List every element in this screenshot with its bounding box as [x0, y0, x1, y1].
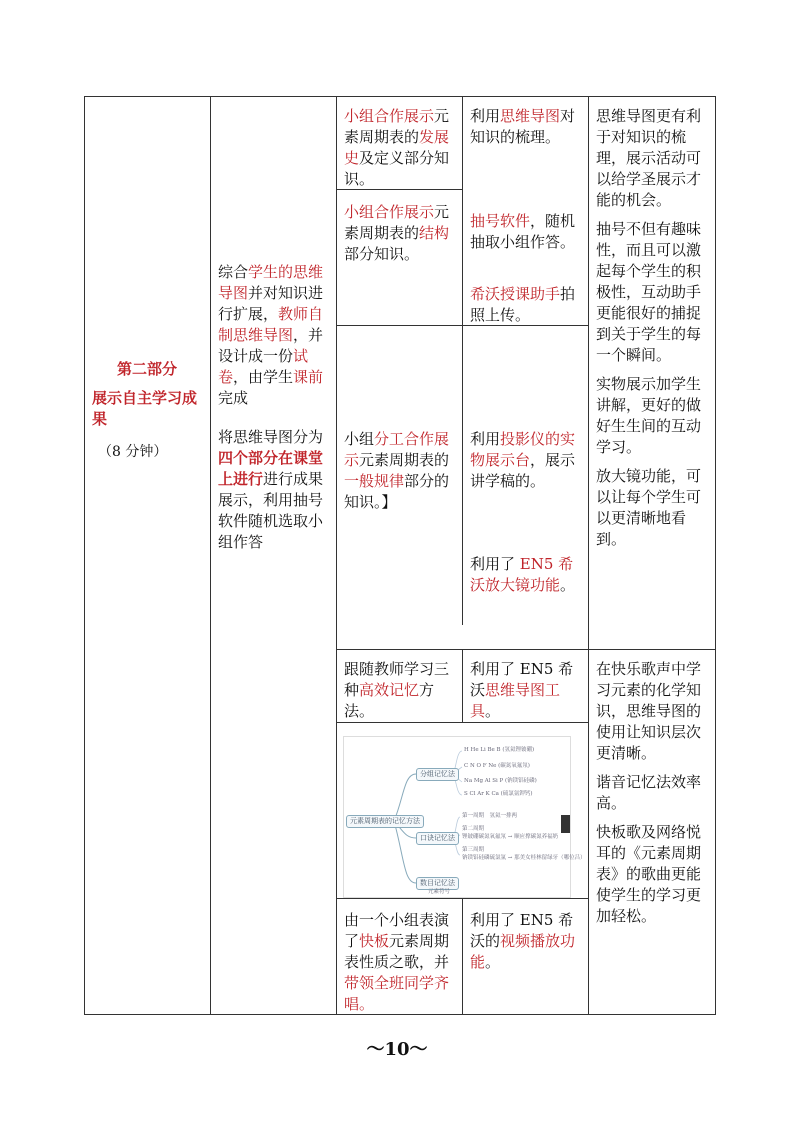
text-run: 方法。 [344, 681, 435, 720]
mindmap-verse-line-4: 第三周期 [462, 847, 485, 853]
text-run: 元素周期表的 [344, 107, 450, 146]
tool-5 [470, 910, 582, 973]
text-run: 抽号软件 [470, 212, 531, 230]
text-run: 综合 [218, 263, 249, 281]
text-run: 高效记忆 [359, 681, 420, 699]
text-run: 跟随教师学习三种 [344, 660, 450, 699]
text-run: 利用 [470, 107, 501, 125]
mindmap-scroll-handle [561, 815, 570, 833]
text-run: 部分的知识。】 [344, 472, 450, 511]
text-run: 教师自制思维导图 [218, 305, 324, 344]
text-run: 对知识的梳理。 [470, 107, 576, 146]
section-part: 第二部分 [116, 360, 177, 378]
text-run: 视频播放功能 [470, 932, 576, 971]
text-run: ，展示讲学稿的。 [470, 451, 576, 490]
text-run: 快板 [359, 932, 390, 950]
text-run: 。 [485, 702, 501, 720]
text-run: 利用了 EN5 希沃 [470, 660, 574, 699]
text-run: 带领全班同学齐唱。 [344, 974, 450, 1013]
mindmap-branch-2: 口诀记忆法 [416, 832, 459, 845]
effect-3: 实物展示加学生讲解，更好的做好生生间的互动学习。 [596, 375, 702, 456]
section-title: 展示自主学习成果 [92, 389, 198, 428]
mindmap-verse-line-1: 第一周期 氢氦一排两 [462, 813, 518, 819]
mindmap-group-line-4: S Cl Ar K Ca (硫氯氩钾钙) [464, 791, 533, 797]
text-run: 由一个小组表演了 [344, 911, 450, 950]
text-run: 元素周期表性质之歌，并 [344, 932, 450, 971]
tool-2a [470, 211, 582, 253]
page-number: ～10～ [366, 1039, 428, 1060]
text-run: 并对知识进行扩展， [218, 284, 324, 323]
text-run: 课前 [293, 368, 324, 386]
tool-2b [470, 284, 582, 326]
text-run: 分工合作展示 [344, 430, 450, 469]
text-run: 四个部分在课堂上进行 [218, 449, 324, 488]
mindmap-verse-line-2: 第二周期 [462, 826, 485, 832]
effect-5: 在快乐歌声中学习元素的化学知识，思维导图的使用让知识层次更清晰。 [596, 660, 702, 762]
mindmap-root: 元素周期表的记忆方法 [346, 815, 424, 828]
activity-4 [344, 659, 456, 722]
activity-2 [344, 202, 456, 265]
text-run: 结构 [419, 224, 450, 242]
overview-para-2 [218, 427, 330, 553]
text-run: 小组合作展示 [344, 107, 435, 125]
text-run: 部分知识。 [344, 245, 420, 263]
text-run: 。 [560, 576, 576, 594]
text-run: ，随机抽取小组作答。 [470, 212, 576, 251]
text-run: 学生的思维导图 [218, 263, 324, 302]
text-run: ，并设计成一份 [218, 326, 324, 365]
text-run: 元素周期表的 [344, 203, 450, 242]
mindmap-group-line-1: H He Li Be B (氢氦锂铍硼) [464, 747, 535, 753]
text-run: 利用了 [470, 555, 520, 573]
text-run: 进行成果展示，利用抽号软件随机选取小组作答 [218, 470, 324, 551]
effect-6: 谐音记忆法效率高。 [596, 773, 702, 812]
text-run: 希沃授课助手 [470, 285, 561, 303]
mindmap-group-line-3: Na Mg Al Si P (钠镁铝硅磷) [464, 778, 537, 784]
text-run: 思维导图工具 [470, 681, 561, 720]
text-run: 试卷 [218, 347, 309, 386]
text-run: 元素周期表的 [359, 451, 450, 469]
text-run: EN5 希沃放大镜功能 [470, 555, 574, 594]
mindmap-verse-line-5: 钠镁铝硅磷硫氯氩 → 那美女桂林留绿牙（哪位吕） [462, 855, 586, 861]
text-run: 小组 [344, 430, 375, 448]
activity-5 [344, 910, 456, 1015]
text-run: 。 [485, 953, 501, 971]
section-duration: （8 分钟） [98, 444, 168, 460]
text-run: 小组合作展示 [344, 203, 435, 221]
mindmap-footnote: 元素符号 [428, 889, 451, 895]
text-run: 完成 [218, 389, 249, 407]
text-run: 思维导图 [500, 107, 561, 125]
text-run: 拍照上传。 [470, 285, 576, 324]
effects-upper [596, 106, 708, 558]
overview-para-1 [218, 262, 330, 409]
text-run: 将思维导图分为 [218, 428, 324, 446]
effect-7: 快板歌及网络悦耳的《元素周期表》的歌曲更能使学生的学习更加轻松。 [596, 823, 702, 925]
text-run: 一般规律 [344, 472, 405, 490]
tool-1 [470, 106, 582, 148]
tool-3b [470, 554, 582, 596]
section-cell [84, 96, 210, 1015]
effects-lower [596, 659, 708, 935]
mindmap-branch-1: 分组记忆法 [416, 768, 459, 781]
text-run: 利用 [470, 430, 501, 448]
tool-3a [470, 429, 582, 492]
effect-1: 思维导图更有利于对知识的梳理，展示活动可以给学圣展示才能的机会。 [596, 107, 702, 209]
activity-1 [344, 106, 456, 190]
text-run: 投影仪的实物展示台 [470, 430, 576, 469]
mindmap-branch-3: 数目记忆法 [416, 877, 459, 890]
overview-cell [218, 262, 330, 561]
mindmap-group-line-2: C N O F Ne (碳氮氧氟氖) [464, 763, 530, 769]
effect-4: 放大镜功能，可以让每个学生可以更清晰地看到。 [596, 467, 702, 548]
text-run: 利用了 EN5 希沃的 [470, 911, 574, 950]
effect-2: 抽号不但有趣味性，而且可以激起每个学生的积极性，互动助手更能很好的捕捉到关于学生的每一个瞬间。 [596, 220, 702, 364]
tool-4 [470, 659, 582, 722]
mindmap-verse-line-3: 锂铍硼碳氮氧氟氖 → 顺应撑碳氮养福奶 [462, 834, 559, 840]
text-run: 及定义部分知识。 [344, 149, 450, 188]
mindmap-screenshot [343, 736, 586, 898]
activity-3 [344, 429, 456, 513]
text-run: ，由学生 [233, 368, 294, 386]
text-run: 发展史 [344, 128, 450, 167]
